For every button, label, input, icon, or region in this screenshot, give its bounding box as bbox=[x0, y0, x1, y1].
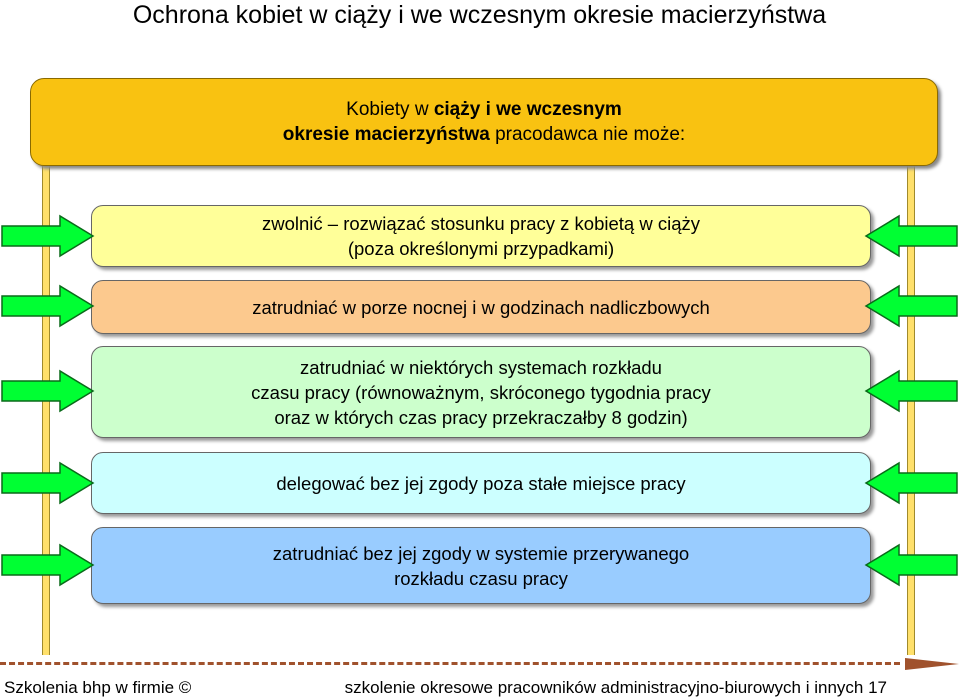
item-text: zatrudniać w porze nocnej i w godzinach nadliczbowych bbox=[252, 296, 710, 318]
arrow-right-icon bbox=[0, 284, 95, 328]
arrow-left-icon bbox=[864, 369, 959, 413]
item-box-interrupted-schedule bbox=[91, 527, 871, 604]
arrow-right-icon bbox=[0, 369, 95, 413]
item-text: (poza określonymi przypadkami) bbox=[347, 238, 615, 259]
item-box-delegation bbox=[91, 452, 871, 514]
arrow-left-icon bbox=[864, 284, 959, 328]
footer-right-text: szkolenie okresowe pracowników administracyjno-biurowych i innych 17 bbox=[344, 678, 887, 697]
item-text: rozkładu czasu pracy bbox=[394, 567, 568, 589]
arrow-left-icon bbox=[864, 543, 959, 587]
arrow-left-icon bbox=[864, 214, 959, 258]
header-line-2: okresie macierzyństwa pracodawca nie może: bbox=[282, 124, 686, 145]
arrow-left-icon bbox=[864, 461, 959, 505]
arrow-right-icon bbox=[0, 214, 95, 258]
triangle-arrow-icon bbox=[905, 656, 959, 672]
item-text: zatrudniać bez jej zgody w systemie przerywanego bbox=[272, 542, 690, 564]
item-text: oraz w których czas pracy przekraczałby 8 godzin) bbox=[274, 406, 688, 428]
item-text: zatrudniać w niektórych systemach rozkładu bbox=[300, 356, 662, 378]
item-text: zwolnić – rozwiązać stosunku pracy z kobietą w ciąży bbox=[261, 213, 700, 234]
item-text: czasu pracy (równoważnym, skróconego tygodnia pracy bbox=[251, 381, 711, 403]
header-box bbox=[30, 78, 938, 166]
item-box-time-systems bbox=[91, 346, 871, 438]
header-line-1: Kobiety w ciąży i we wczesnym bbox=[346, 99, 622, 120]
item-text: delegować bez jej zgody poza stałe miejsce pracy bbox=[276, 472, 686, 494]
footer-left-text: Szkolenia bhp w firmie © bbox=[4, 678, 192, 697]
item-box-night-work bbox=[91, 280, 871, 334]
item-box-dismiss bbox=[91, 205, 871, 267]
arrow-right-icon bbox=[0, 543, 95, 587]
arrow-right-icon bbox=[0, 461, 95, 505]
footer-divider bbox=[0, 662, 900, 665]
page-title: Ochrona kobiet w ciąży i we wczesnym okresie macierzyństwa bbox=[132, 1, 827, 29]
